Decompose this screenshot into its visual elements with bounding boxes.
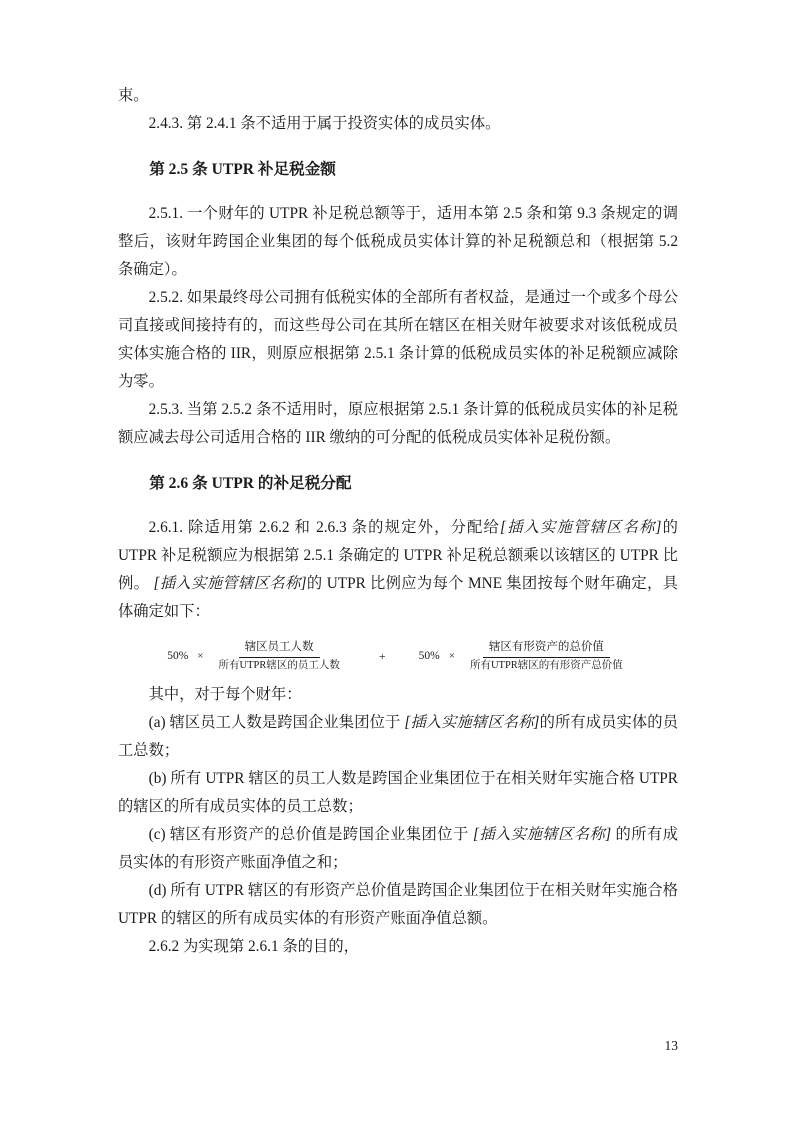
text-run: 的 UTPR 补足税额应为根据第 2.5.1 条确定的 UTPR 补足税总额乘以该辖区的 UTPR 比例。 bbox=[118, 519, 678, 592]
spacer bbox=[118, 452, 678, 470]
formula-term2-coefficient: 50% bbox=[418, 650, 440, 663]
text-run: 2.6.1. 除适用第 2.6.2 和 2.6.3 条的规定外，分配给 bbox=[148, 519, 501, 536]
paragraph-item-c bbox=[118, 821, 678, 877]
page-content bbox=[118, 82, 678, 961]
paragraph-2-5-1: 2.5.1. 一个财年的 UTPR 补足税总额等于，适用本第 2.5 条和第 9.3 条规定的调整后，该财年跨国企业集团的每个低税成员实体计算的补足税额总和（根据第 5.2 条确定）。 bbox=[118, 205, 678, 278]
paragraph-2-4-3: 2.4.3. 第 2.4.1 条不适用于属于投资实体的成员实体。 bbox=[148, 115, 501, 132]
formula-term2-denominator: 所有UTPR辖区的有形资产总价值 bbox=[469, 659, 623, 671]
page-number: 13 bbox=[664, 1038, 678, 1053]
paragraph-2-5-2: 2.5.2. 如果最终母公司拥有低税实体的全部所有者权益，是通过一个或多个母公司直接或间接持有的，而这些母公司在其所在辖区在相关财年被要求对该低税成员实体实施合格的 IIR，则原应根据第 2.5.1 条计算的低税成员实体的补足税额应减除为零。 bbox=[118, 289, 678, 390]
utpr-percentage-formula bbox=[118, 640, 678, 673]
text-run: 的所有成员实体的有形资产账面净值之和； bbox=[118, 825, 679, 871]
formula-term2-fraction bbox=[464, 640, 629, 673]
text-run: 的所有成员实体的员工总数； bbox=[118, 713, 679, 759]
formula-body bbox=[167, 640, 629, 673]
paragraph-item-a bbox=[118, 709, 678, 765]
heading-section-2-5: 第 2.5 条 UTPR 补足税金额 bbox=[149, 161, 336, 178]
formula-term1-denominator: 所有UTPR辖区的员工人数 bbox=[218, 659, 340, 671]
text-run: 的 UTPR 比例应为每个 MNE 集团按每个财年确定，具体确定如下： bbox=[118, 575, 678, 620]
text-run: (c) 辖区有形资产的总价值是跨国企业集团位于 bbox=[148, 825, 474, 843]
placeholder-jurisdiction-name: [插入实施辖区名称] bbox=[404, 713, 540, 731]
continuation-line: 束。 bbox=[118, 87, 149, 104]
spacer bbox=[118, 498, 678, 514]
paragraph-2-6-1 bbox=[118, 514, 678, 626]
heading-section-2-6: 第 2.6 条 UTPR 的补足税分配 bbox=[149, 475, 352, 492]
spacer bbox=[118, 184, 678, 200]
paragraph-2-6-2: 2.6.2 为实现第 2.6.1 条的目的， bbox=[148, 937, 359, 955]
text-run: (a) 辖区员工人数是跨国企业集团位于 bbox=[148, 713, 405, 731]
paragraph-among-which: 其中，对于每个财年： bbox=[148, 685, 302, 703]
formula-term1-coefficient: 50% bbox=[167, 650, 189, 663]
paragraph-2-5-3: 2.5.3. 当第 2.5.2 条不适用时，原应根据第 2.5.1 条计算的低税成员实体的补足税额应减去母公司适用合格的 IIR 缴纳的可分配的低税成员实体补足税份额。 bbox=[118, 401, 678, 446]
paragraph-item-b: (b) 所有 UTPR 辖区的员工人数是跨国企业集团位于在相关财年实施合格 UTPR 的辖区的所有成员实体的员工总数； bbox=[118, 769, 678, 815]
placeholder-jurisdiction-name: [插入实施管辖区名称] bbox=[500, 519, 662, 536]
plus-sign-icon: + bbox=[378, 648, 386, 663]
formula-term2-numerator: 辖区有形资产的总价值 bbox=[483, 640, 610, 658]
formula-term1-numerator: 辖区员工人数 bbox=[239, 640, 320, 658]
spacer bbox=[118, 138, 678, 156]
placeholder-jurisdiction-name: [插入实施管辖区名称] bbox=[153, 575, 307, 592]
multiplication-sign-icon: × bbox=[197, 650, 204, 663]
placeholder-jurisdiction-name: [插入实施辖区名称] bbox=[473, 825, 612, 843]
paragraph-item-d: (d) 所有 UTPR 辖区的有形资产总价值是跨国企业集团位于在相关财年实施合格 UTPR 的辖区的所有成员实体的有形资产账面净值总额。 bbox=[118, 881, 678, 927]
multiplication-sign-icon: × bbox=[448, 650, 455, 663]
formula-term1-fraction bbox=[213, 640, 346, 673]
